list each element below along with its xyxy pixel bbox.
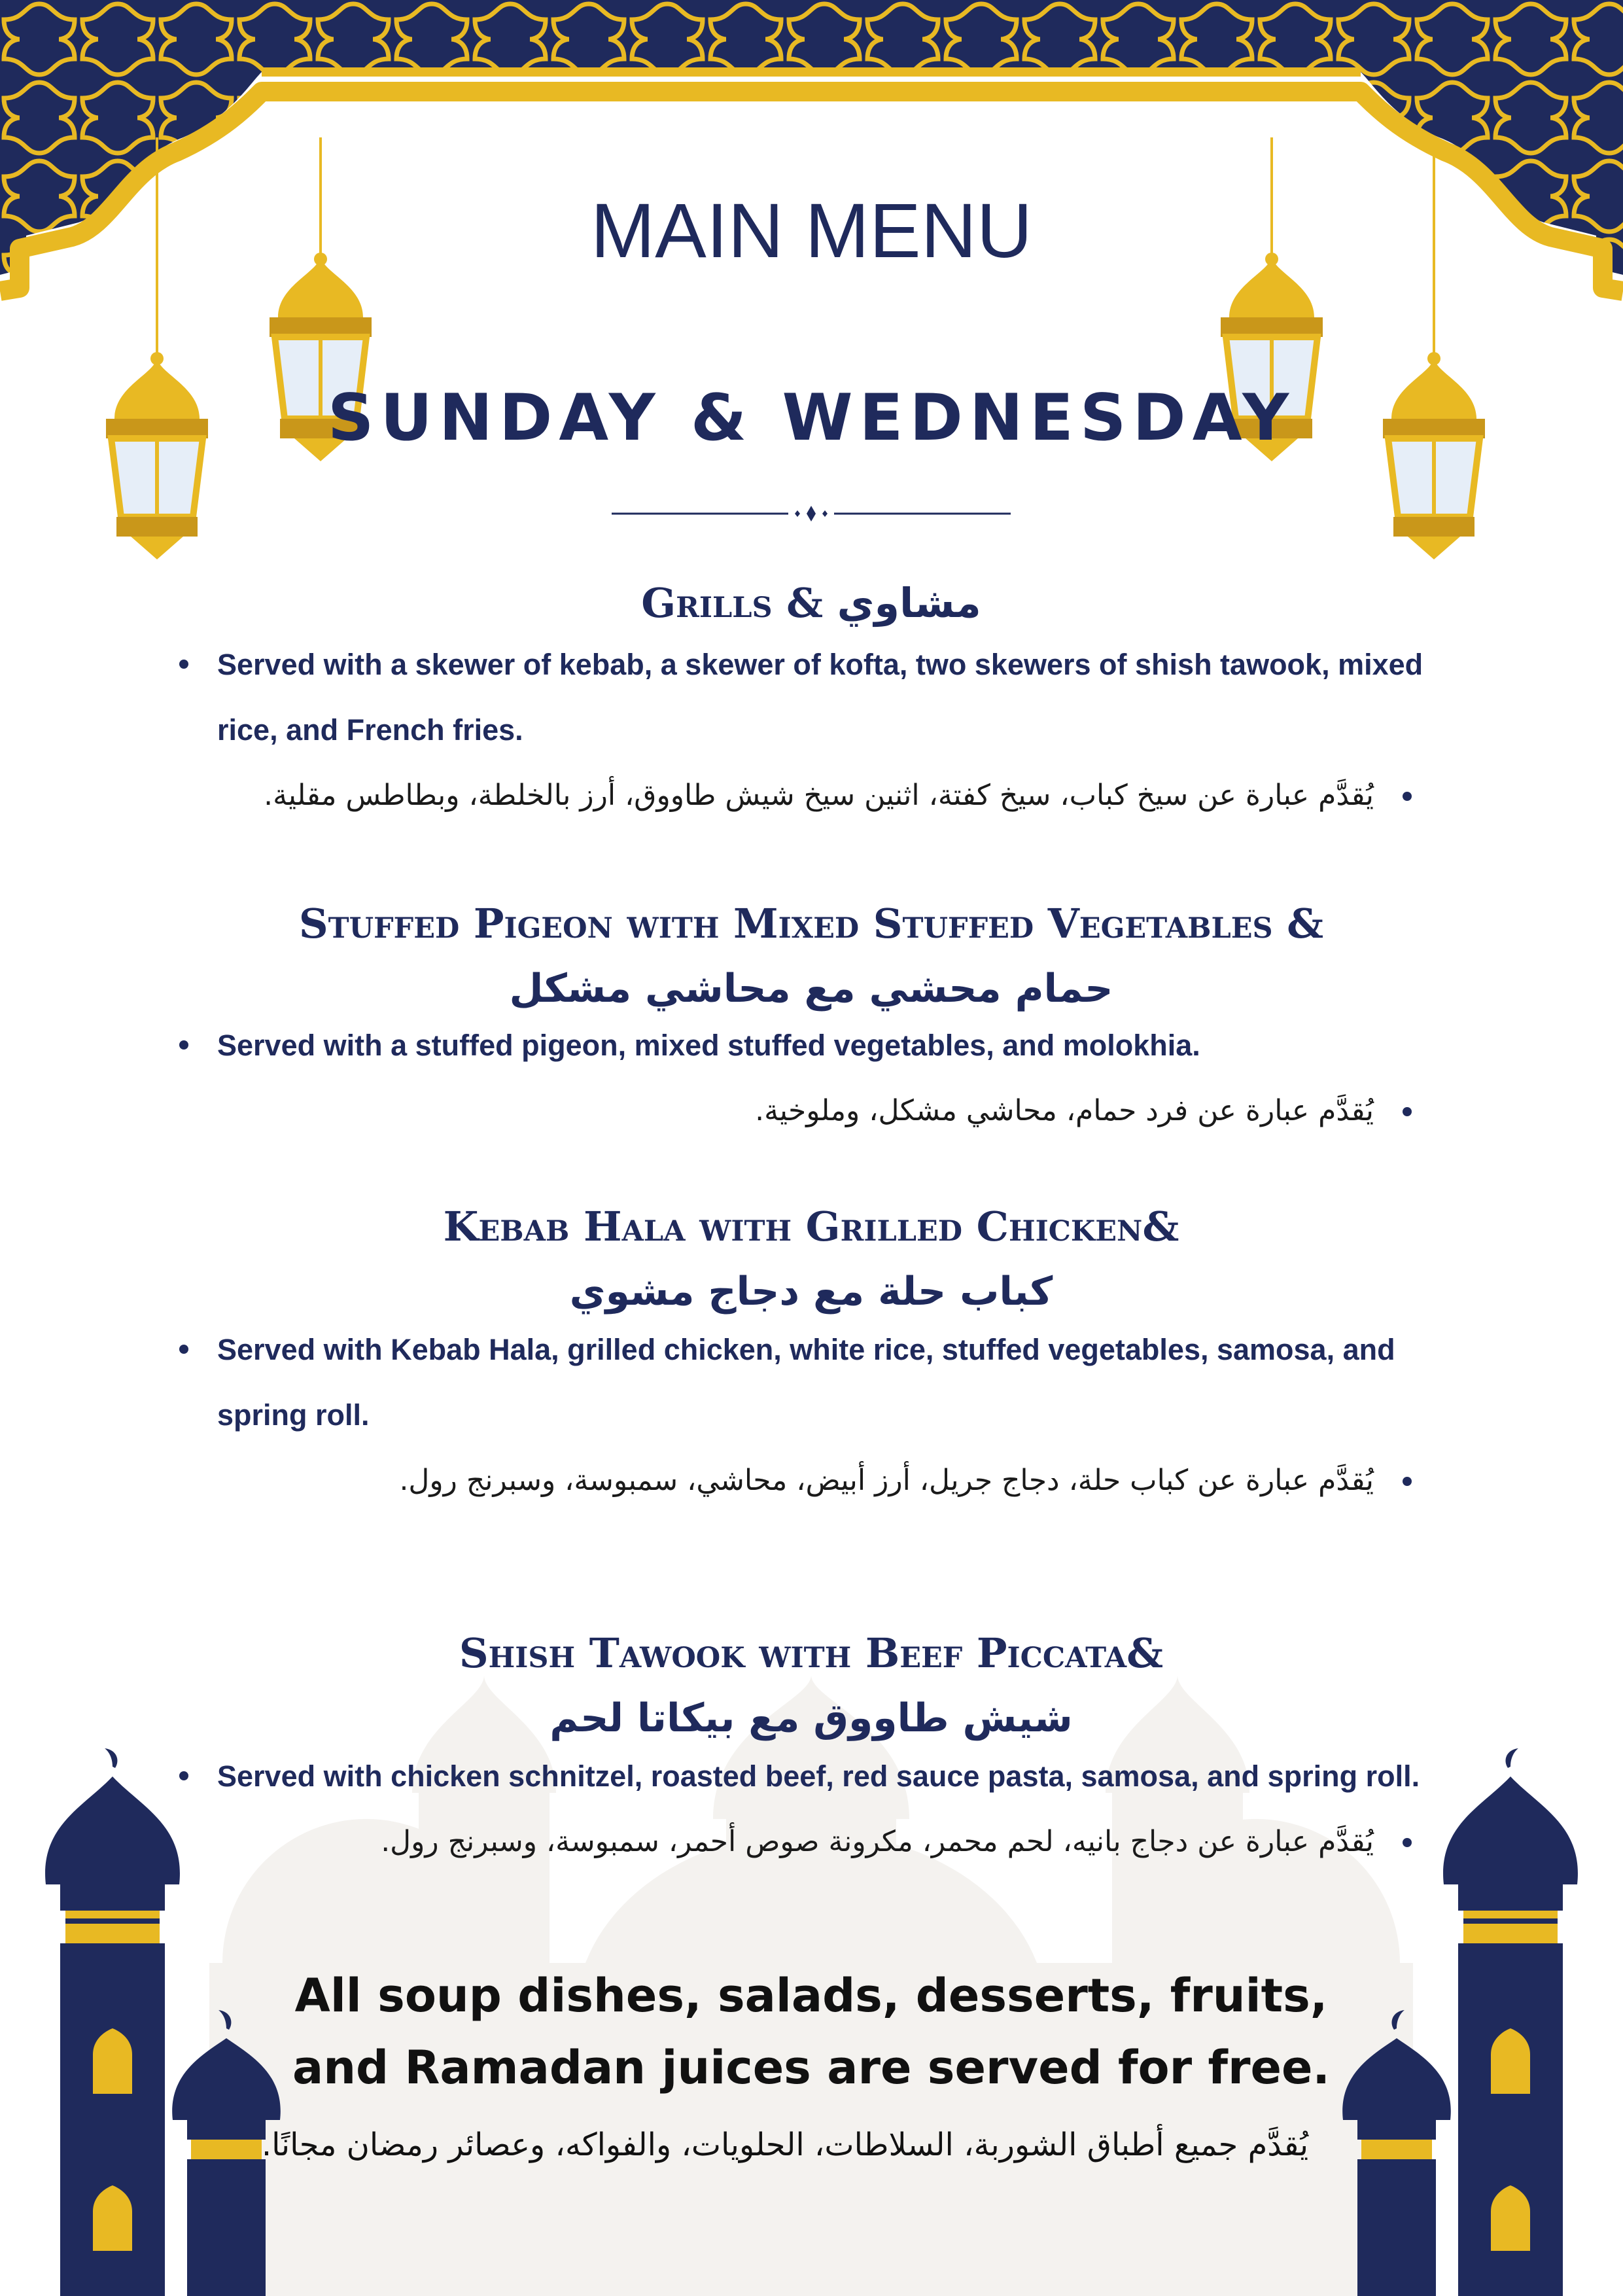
free-items-note-ar: يُقدَّم جميع أطباق الشوربة، السلاطات، الحلويات، والفواكه، وعصائر رمضان مجانًا. (261, 2127, 1309, 2163)
section-title-en: Shish Tawook with Beef Piccata& (459, 1629, 1164, 1677)
menu-section-grills (170, 579, 1452, 828)
section-title-en: Stuffed Pigeon with Mixed Stuffed Vegetables & (298, 900, 1324, 947)
menu-section-stuffed-pigeon (170, 900, 1452, 1144)
description-en: Served with Kebab Hala, grilled chicken, white rice, stuffed vegetables, samosa, and spring roll. (170, 1317, 1480, 1448)
free-items-line-2: and Ramadan juices are served for free. (292, 2041, 1331, 2094)
description-ar: يُقدَّم عبارة عن فرد حمام، محاشي مشكل، وملوخية. (170, 1078, 1426, 1144)
description-en: Served with a skewer of kebab, a skewer of kofta, two skewers of shish tawook, mixed rice, and French fries. (170, 632, 1480, 763)
mosque-tower-right-large (1443, 1748, 1578, 2296)
section-title-ar: شيش طاووق مع بيكاتا لحم (550, 1695, 1073, 1741)
section-title-en: Kebab Hala with Grilled Chicken& (443, 1203, 1179, 1250)
description-en: Served with chicken schnitzel, roasted beef, red sauce pasta, samosa, and spring roll. (170, 1744, 1480, 1809)
description-ar: يُقدَّم عبارة عن كباب حلة، دجاج جريل، أرز أبيض، محاشي، سمبوسة، وسبرنج رول. (170, 1448, 1426, 1513)
mosque-tower-left-large (45, 1748, 180, 2296)
free-items-note (275, 1960, 1348, 2104)
free-items-line-1: All soup dishes, salads, desserts, fruits, (294, 1969, 1328, 2022)
section-title-en: Grills & (641, 579, 824, 627)
section-title-ar: مشاوي (837, 579, 981, 627)
section-title-ar: كباب حلة مع دجاج مشوي (569, 1269, 1053, 1315)
menu-section-shish-tawook (170, 1629, 1452, 1875)
description-en: Served with a stuffed pigeon, mixed stuffed vegetables, and molokhia. (170, 1013, 1480, 1078)
section-title-ar: حمام محشي مع محاشي مشكل (509, 966, 1113, 1012)
divider-ornament-icon (612, 504, 1011, 523)
page-title: MAIN MENU (590, 188, 1033, 274)
section-title (170, 579, 1452, 627)
description-ar: يُقدَّم عبارة عن دجاج بانيه، لحم محمر، مكرونة صوص أحمر، سمبوسة، وسبرنج رول. (170, 1809, 1426, 1875)
menu-section-kebab-hala (170, 1203, 1452, 1513)
description-ar: يُقدَّم عبارة عن سيخ كباب، سيخ كفتة، اثنين سيخ شيش طاووق، أرز بالخلطة، وبطاطس مقلية. (170, 763, 1426, 828)
days-heading: SUNDAY & WEDNESDAY (327, 381, 1296, 455)
